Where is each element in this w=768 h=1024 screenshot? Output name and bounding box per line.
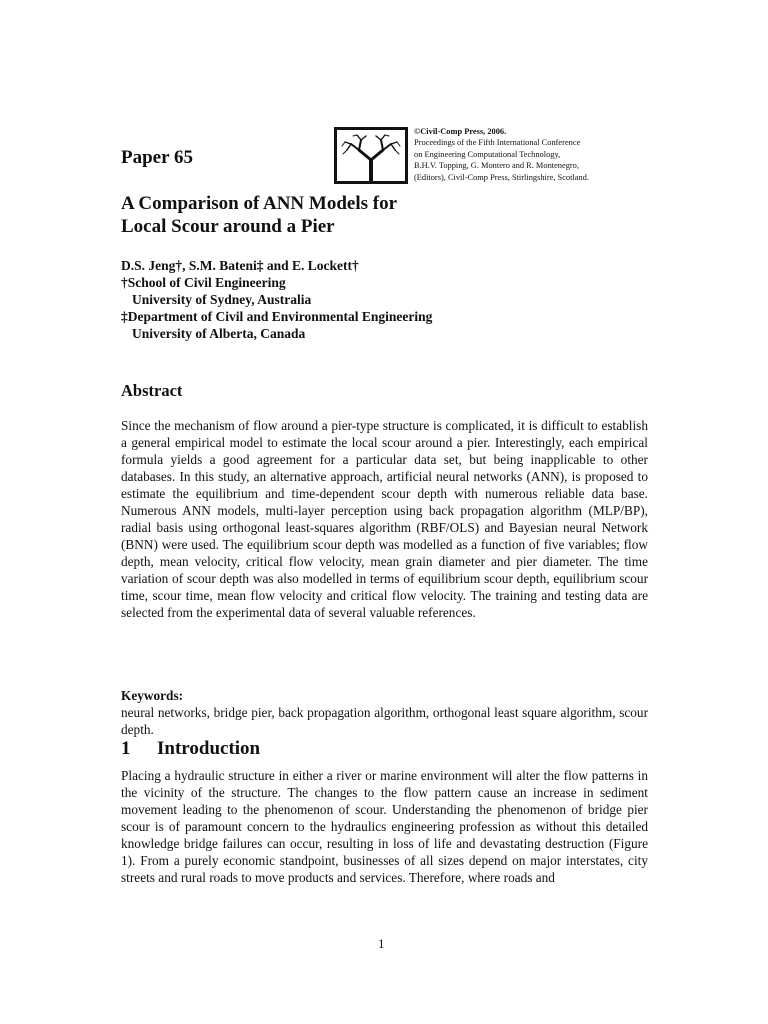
copyright-line: ©Civil-Comp Press, 2006. <box>414 127 507 136</box>
section-number: 1 <box>121 738 131 759</box>
proceedings-line: Proceedings of the Fifth International Conference <box>414 138 581 148</box>
author-names: D.S. Jeng†, S.M. Bateni‡ and E. Lockett† <box>121 258 359 273</box>
section-title: Introduction <box>157 738 261 759</box>
abstract-heading: Abstract <box>121 381 183 400</box>
keywords-label: Keywords: <box>121 688 184 703</box>
copyright-notice <box>414 126 664 183</box>
title-line-2: Local Scour around a Pier <box>121 216 335 237</box>
keywords-text: neural networks, bridge pier, back propagation algorithm, orthogonal least square algorithm, scour depth. <box>121 705 648 737</box>
paper-number: Paper 65 <box>121 147 193 168</box>
civil-comp-logo <box>334 127 408 184</box>
introduction-text: Placing a hydraulic structure in either a river or marine environment will alter the flow patterns in the vicinity of the structure. The changes to the flow pattern cause an increase in sediment movement leading to the phenomenon of scour. Understanding the phenomenon of bridge pier scour is of paramount concern to the hydraulics engineering profession as without this detailed knowledge bridge failures can occur, resulting in loss of life and devastating destruction (Figure 1). From a purely economic standpoint, businesses of all sizes depend on major interstates, city streets and rural roads to move products and services. Therefore, where roads and <box>121 768 648 885</box>
author-block <box>121 257 641 342</box>
affiliation-1: †School of Civil Engineering <box>121 275 286 290</box>
keywords <box>121 670 648 738</box>
affiliation-2: ‡Department of Civil and Environmental Engineering <box>121 309 433 324</box>
publisher-line: (Editors), Civil-Comp Press, Stirlingshire, Scotland. <box>414 172 589 182</box>
conference-line: on Engineering Computational Technology, <box>414 149 561 159</box>
affiliation-1-location: University of Sydney, Australia <box>132 292 312 307</box>
affiliation-2-location: University of Alberta, Canada <box>132 326 306 341</box>
page-number: 1 <box>378 936 385 951</box>
editors-line: B.H.V. Topping, G. Montero and R. Montenegro, <box>414 161 579 171</box>
fractal-tree-icon <box>337 130 405 181</box>
title-line-1: A Comparison of ANN Models for <box>121 193 398 214</box>
introduction-heading <box>121 738 260 760</box>
paper-title <box>121 192 621 238</box>
abstract-text: Since the mechanism of flow around a pier-type structure is complicated, it is difficult to establish a general empirical model to estimate the local scour around a pier. Interestingly, each empirical formula yields a good agreement for a particular data set, but being inapplicable to other databases. In this study, an alternative approach, artificial neural networks (ANN), is proposed to estimate the equilibrium and time-dependent scour depth with numerous reliable data base. Numerous ANN models, multi-layer perception using back propagation algorithm (MLP/BP), radial basis using orthogonal least-squares algorithm (RBF/OLS) and Bayesian neural Network (BNN) were used. The equilibrium scour depth was modelled as a function of five variables; flow depth, mean velocity, critical flow velocity, mean grain diameter and pier diameter. The time variation of scour depth was also modelled in terms of equilibrium scour depth, equilibrium scour time, scour time, mean flow velocity and critical flow velocity. The training and testing data are selected from the experimental data of several valuable references. <box>121 418 648 620</box>
